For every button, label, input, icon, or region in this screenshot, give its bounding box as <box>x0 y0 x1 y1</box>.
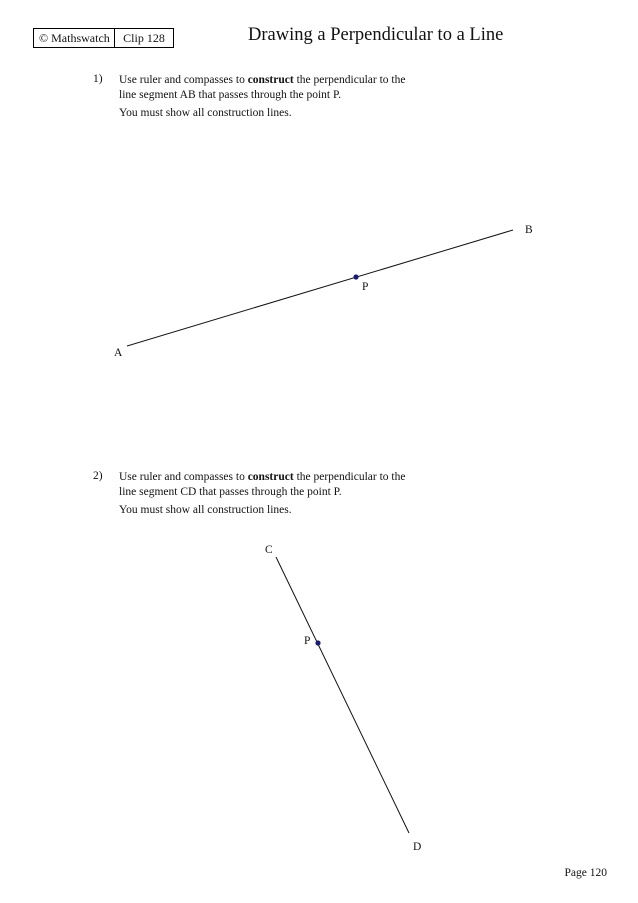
question-1-line1-start: Use ruler and compasses to <box>119 74 248 86</box>
line-segment-cd <box>276 557 409 833</box>
clip-label: Clip 128 <box>114 29 173 47</box>
question-1-line2: line segment AB that passes through the point P. <box>119 89 341 101</box>
label-c: C <box>265 544 273 556</box>
question-1-note: You must show all construction lines. <box>119 107 292 119</box>
question-2-number: 2) <box>93 470 103 482</box>
question-1-number: 1) <box>93 73 103 85</box>
brand-label: © Mathswatch <box>39 30 110 45</box>
diagram-1 <box>114 224 533 359</box>
label-d: D <box>413 841 422 853</box>
point-p-dot-1 <box>353 274 358 279</box>
label-p-1: P <box>362 281 369 293</box>
page-number: Page 120 <box>564 867 607 879</box>
question-1-line1-end: the perpendicular to the <box>293 74 406 86</box>
label-p-2: P <box>304 635 311 647</box>
point-p-dot-2 <box>315 640 320 645</box>
label-b: B <box>525 224 533 236</box>
line-segment-ab <box>127 230 513 346</box>
question-1-keyword: construct <box>247 74 294 86</box>
question-2-keyword: construct <box>247 471 294 483</box>
diagram-2 <box>265 544 421 853</box>
question-2-note: You must show all construction lines. <box>119 504 292 516</box>
question-2-line1-start: Use ruler and compasses to <box>119 471 248 483</box>
label-a: A <box>114 347 123 359</box>
question-2-line1-end: the perpendicular to the <box>293 471 406 483</box>
page-title: Drawing a Perpendicular to a Line <box>248 25 504 45</box>
question-2-line2: line segment CD that passes through the point P. <box>119 486 342 498</box>
